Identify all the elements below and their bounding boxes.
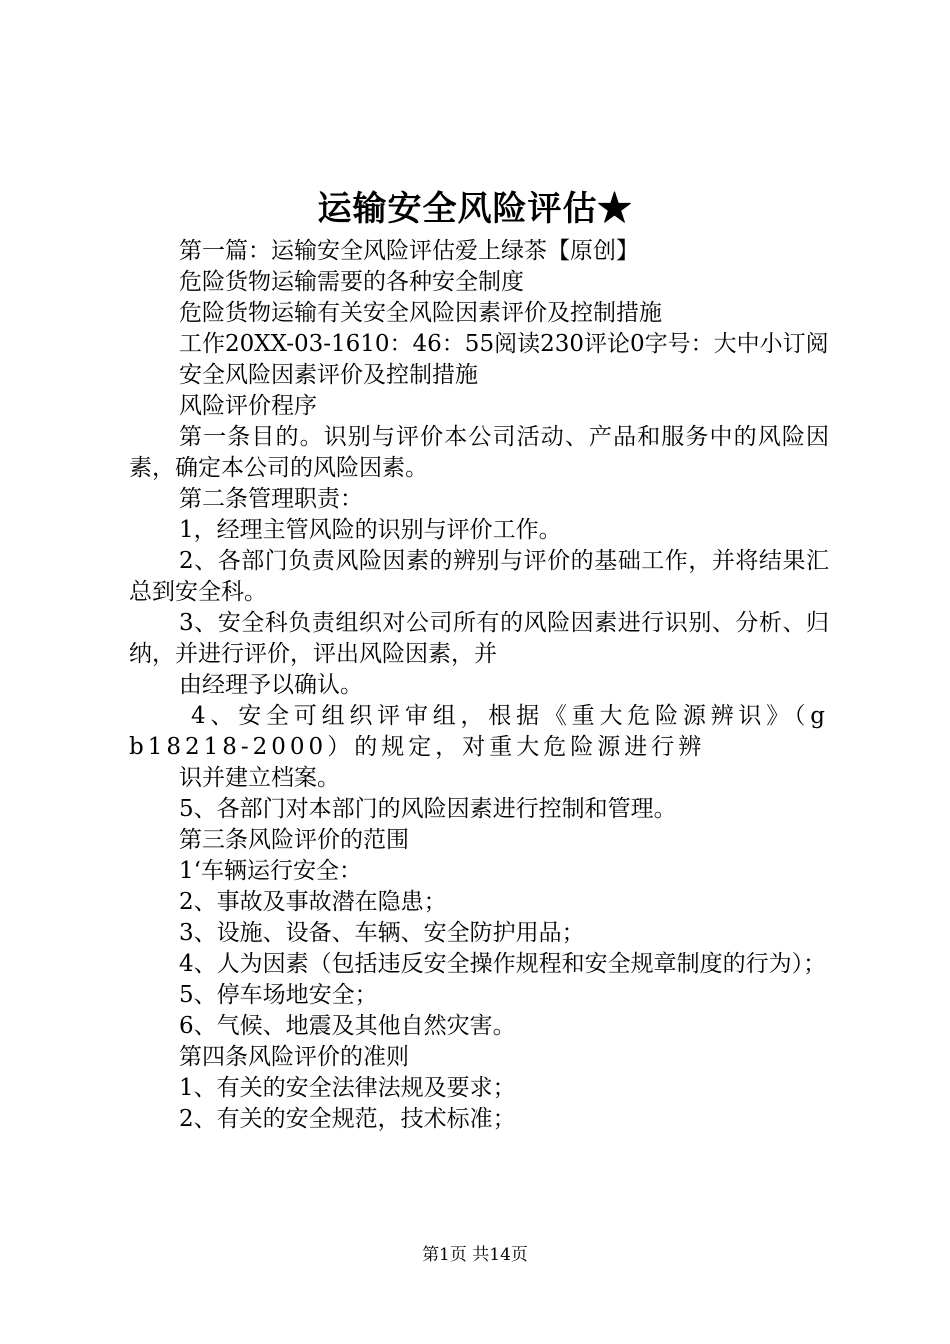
paragraph: 危险货物运输需要的各种安全制度 (179, 269, 524, 295)
paragraph: 2、有关的安全规范，技术标准； (179, 1106, 516, 1132)
paragraph: 识并建立档案。 (179, 765, 340, 791)
paragraph: 1，经理主管风险的识别与评价工作。 (179, 517, 562, 543)
paragraph: 5、各部门对本部门的风险因素进行控制和管理。 (179, 796, 677, 822)
paragraph: 第四条风险评价的准则 (179, 1044, 409, 1070)
paragraph: 3、安全科负责组织对公司所有的风险因素进行识别、分析、归纳，并进行评价，评出风险因素，并 (129, 610, 829, 667)
paragraph: 4、安全可组织评审组，根据《重大危险源辨识》（gb18218-2000）的规定，对重大危险源进行辨 (129, 703, 829, 760)
paragraph: 工作20XX-03-1610：46：55阅读230评论0字号：大中小订阅 (179, 331, 829, 357)
paragraph: 3、设施、设备、车辆、安全防护用品； (179, 920, 585, 946)
document-body (129, 236, 829, 1135)
document-title: 运输安全风险评估★ (317, 189, 633, 229)
paragraph: 6、气候、地震及其他自然灾害。 (179, 1013, 516, 1039)
paragraph: 由经理予以确认。 (179, 672, 363, 698)
paragraph: 危险货物运输有关安全风险因素评价及控制措施 (179, 300, 662, 326)
paragraph: 第三条风险评价的范围 (179, 827, 409, 853)
paragraph: 第一条目的。识别与评价本公司活动、产品和服务中的风险因素，确定本公司的风险因素。 (129, 424, 829, 481)
page-number-footer: 第1页 共14页 (422, 1245, 528, 1265)
paragraph: 2、事故及事故潜在隐患； (179, 889, 447, 915)
paragraph: 安全风险因素评价及控制措施 (179, 362, 478, 388)
paragraph: 5、停车场地安全； (179, 982, 378, 1008)
paragraph: 4、人为因素（包括违反安全操作规程和安全规章制度的行为）； (179, 951, 827, 977)
paragraph: 2、各部门负责风险因素的辨别与评价的基础工作，并将结果汇总到安全科。 (129, 548, 829, 605)
paragraph: 1‘车辆运行安全： (179, 858, 362, 884)
paragraph: 第二条管理职责： (179, 486, 363, 512)
paragraph: 风险评价程序 (179, 393, 317, 419)
paragraph: 第一篇：运输安全风险评估爱上绿茶【原创】 (179, 238, 639, 264)
paragraph: 1、有关的安全法律法规及要求； (179, 1075, 516, 1101)
